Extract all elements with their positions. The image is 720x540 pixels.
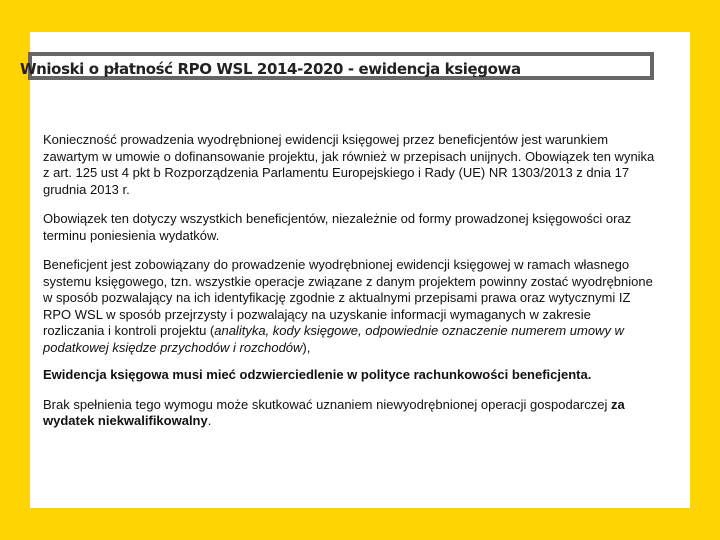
paragraph-2: Obowiązek ten dotyczy wszystkich beneficjentów, niezależnie od formy prowadzonej księgowości oraz terminu poniesienia wydatków. bbox=[43, 211, 632, 243]
paragraph-3 bbox=[43, 257, 655, 356]
paragraph-3-end: ), bbox=[302, 339, 311, 355]
paragraph-5 bbox=[43, 397, 655, 430]
paragraph-5-end: . bbox=[207, 413, 212, 428]
slide-title: Wnioski o płatność RPO WSL 2014-2020 - ewidencja księgowa bbox=[20, 60, 521, 78]
slide-content bbox=[43, 132, 655, 443]
paragraph-3-text: Beneficjent jest zobowiązany do prowadzenie wyodrębnionej ewidencji księgowej w ramach własnego systemu księgowego, tzn. wszystkie operacje związane z danym projektem powinny zostać wyodrębnione w sposób pozwalający na ich identyfikację zgodnie z aktualnymi przepisami prawa oraz wytycznymi IZ RPO WSL w sposób przejrzysty i pozwalający na uzyskanie informacji wymaganych w zakresie rozliczania i kontroli projektu ( bbox=[43, 257, 653, 338]
paragraph-1: Konieczność prowadzenia wyodrębnionej ewidencji księgowej przez beneficjentów jest warunkiem zawartym w umowie o dofinansowanie projektu, jak również w przepisach unijnych. Obowiązek ten wynika z art. 125 ust 4 pkt b Rozporządzenia Parlamentu Europejskiego i Rady (UE) NR 1303/2013 z dnia 17 grudnia 2013 r. bbox=[43, 132, 655, 197]
paragraph-3-italic: analityka, kody księgowe, odpowiednie oznaczenie numerem umowy w podatkowej księdze przychodów i rozchodów bbox=[43, 323, 624, 355]
paragraph-4: Ewidencja księgowa musi mieć odzwierciedlenie w polityce rachunkowości beneficjenta. bbox=[43, 367, 592, 382]
paragraph-5-bold: za wydatek niekwalifikowalny bbox=[43, 396, 625, 428]
paragraph-5-text: Brak spełnienia tego wymogu może skutkować uznaniem niewyodrębnionej operacji gospodarczej bbox=[43, 396, 611, 412]
